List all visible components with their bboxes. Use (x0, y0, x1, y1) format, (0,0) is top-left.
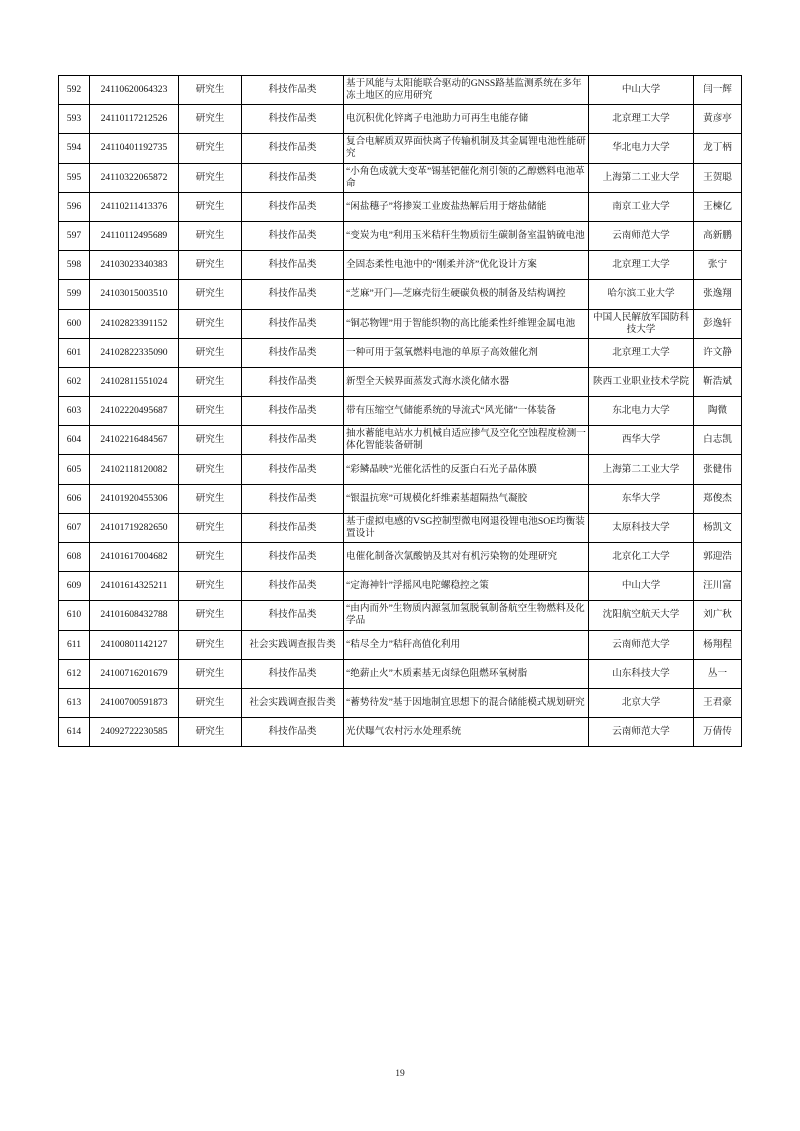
cell-id: 24102220495687 (90, 397, 179, 426)
cell-title: “银温抗寒”可规模化纤维素基超隔热气凝胶 (344, 484, 589, 513)
cell-level: 研究生 (179, 513, 242, 542)
cell-no: 609 (59, 572, 90, 601)
cell-title: 复合电解质双界面快离子传输机制及其金属锂电池性能研究 (344, 134, 589, 163)
cell-name: 王楝亿 (694, 192, 742, 221)
cell-name: 刘广秋 (694, 601, 742, 630)
cell-category: 科技作品类 (242, 659, 344, 688)
cell-title: 基于风能与太阳能联合驱动的GNSS路基监测系统在多年冻土地区的应用研究 (344, 76, 589, 105)
cell-school: 东北电力大学 (589, 397, 694, 426)
cell-category: 科技作品类 (242, 426, 344, 455)
cell-title: “铜芯物锂”用于智能织物的高比能柔性纤维锂金属电池 (344, 309, 589, 338)
cell-school: 北京化工大学 (589, 543, 694, 572)
cell-school: 北京理工大学 (589, 105, 694, 134)
cell-category: 科技作品类 (242, 718, 344, 747)
table-row (59, 484, 742, 513)
table-row (59, 251, 742, 280)
cell-level: 研究生 (179, 221, 242, 250)
cell-category: 科技作品类 (242, 572, 344, 601)
cell-id: 24101719282650 (90, 513, 179, 542)
cell-no: 606 (59, 484, 90, 513)
cell-category: 科技作品类 (242, 338, 344, 367)
table-row (59, 280, 742, 309)
cell-school: 华北电力大学 (589, 134, 694, 163)
cell-no: 605 (59, 455, 90, 484)
cell-name: 杨翔程 (694, 630, 742, 659)
cell-id: 24100700591873 (90, 688, 179, 717)
project-list-table (58, 75, 742, 747)
cell-id: 24100716201679 (90, 659, 179, 688)
cell-name: 张逸翔 (694, 280, 742, 309)
cell-name: 高新鹏 (694, 221, 742, 250)
cell-no: 602 (59, 367, 90, 396)
cell-level: 研究生 (179, 572, 242, 601)
cell-category: 科技作品类 (242, 221, 344, 250)
cell-name: 靳浩斌 (694, 367, 742, 396)
cell-level: 研究生 (179, 688, 242, 717)
cell-title: “绝薪止火”木质素基无卤绿色阻燃环氧树脂 (344, 659, 589, 688)
cell-level: 研究生 (179, 105, 242, 134)
table-row (59, 513, 742, 542)
table-row (59, 543, 742, 572)
cell-id: 24102216484567 (90, 426, 179, 455)
table-row (59, 572, 742, 601)
cell-id: 24103023340383 (90, 251, 179, 280)
cell-school: 云南师范大学 (589, 630, 694, 659)
cell-no: 614 (59, 718, 90, 747)
page-number: 19 (395, 1069, 405, 1079)
cell-title: 新型全天候界面蒸发式海水淡化储水器 (344, 367, 589, 396)
cell-level: 研究生 (179, 192, 242, 221)
cell-title: “变炭为电”利用玉米秸秆生物质衍生碳制备室温钠硫电池 (344, 221, 589, 250)
table-row (59, 718, 742, 747)
cell-level: 研究生 (179, 309, 242, 338)
cell-title: 一种可用于氢氧燃料电池的单原子高效催化剂 (344, 338, 589, 367)
cell-category: 科技作品类 (242, 367, 344, 396)
cell-category: 科技作品类 (242, 192, 344, 221)
cell-level: 研究生 (179, 338, 242, 367)
cell-category: 科技作品类 (242, 543, 344, 572)
cell-level: 研究生 (179, 134, 242, 163)
cell-school: 北京大学 (589, 688, 694, 717)
cell-no: 612 (59, 659, 90, 688)
cell-category: 科技作品类 (242, 76, 344, 105)
table-row (59, 601, 742, 630)
cell-no: 597 (59, 221, 90, 250)
cell-id: 24102118120082 (90, 455, 179, 484)
cell-category: 科技作品类 (242, 601, 344, 630)
cell-title: “蓄势待发”基于因地制宜思想下的混合储能模式规划研究 (344, 688, 589, 717)
cell-school: 陕西工业职业技术学院 (589, 367, 694, 396)
cell-level: 研究生 (179, 543, 242, 572)
cell-level: 研究生 (179, 163, 242, 192)
cell-id: 24102811551024 (90, 367, 179, 396)
cell-level: 研究生 (179, 630, 242, 659)
cell-name: 郑俊杰 (694, 484, 742, 513)
cell-id: 24100801142127 (90, 630, 179, 659)
cell-id: 24110117212526 (90, 105, 179, 134)
cell-id: 24101614325211 (90, 572, 179, 601)
cell-id: 24102822335090 (90, 338, 179, 367)
cell-title: 电沉积优化锌离子电池助力可再生电能存储 (344, 105, 589, 134)
cell-level: 研究生 (179, 367, 242, 396)
cell-category: 科技作品类 (242, 397, 344, 426)
cell-title: 带有压缩空气储能系统的导流式“风光储”一体装备 (344, 397, 589, 426)
cell-no: 611 (59, 630, 90, 659)
cell-school: 北京理工大学 (589, 251, 694, 280)
cell-level: 研究生 (179, 397, 242, 426)
cell-id: 24110620064323 (90, 76, 179, 105)
cell-title: 光伏曝气农村污水处理系统 (344, 718, 589, 747)
cell-title: “定海神针”浮摇风电陀螺稳控之策 (344, 572, 589, 601)
cell-id: 24101617004682 (90, 543, 179, 572)
cell-category: 科技作品类 (242, 309, 344, 338)
cell-no: 607 (59, 513, 90, 542)
cell-no: 594 (59, 134, 90, 163)
cell-no: 598 (59, 251, 90, 280)
cell-school: 沈阳航空航天大学 (589, 601, 694, 630)
cell-school: 中山大学 (589, 76, 694, 105)
cell-level: 研究生 (179, 76, 242, 105)
cell-no: 603 (59, 397, 90, 426)
cell-title: 全固态柔性电池中的“刚柔并济”优化设计方案 (344, 251, 589, 280)
table-row (59, 192, 742, 221)
cell-category: 科技作品类 (242, 280, 344, 309)
table-row (59, 309, 742, 338)
cell-school: 云南师范大学 (589, 718, 694, 747)
cell-school: 云南师范大学 (589, 221, 694, 250)
cell-school: 上海第二工业大学 (589, 163, 694, 192)
cell-no: 600 (59, 309, 90, 338)
table-row (59, 630, 742, 659)
cell-name: 王君豪 (694, 688, 742, 717)
cell-name: 汪川富 (694, 572, 742, 601)
table-row (59, 426, 742, 455)
cell-id: 24102823391152 (90, 309, 179, 338)
cell-no: 599 (59, 280, 90, 309)
cell-name: 彭逸轩 (694, 309, 742, 338)
cell-no: 608 (59, 543, 90, 572)
table-row (59, 76, 742, 105)
cell-category: 科技作品类 (242, 134, 344, 163)
cell-category: 社会实践调查报告类 (242, 630, 344, 659)
cell-name: 白志凯 (694, 426, 742, 455)
cell-level: 研究生 (179, 280, 242, 309)
cell-school: 太原科技大学 (589, 513, 694, 542)
cell-category: 科技作品类 (242, 484, 344, 513)
cell-id: 24092722230585 (90, 718, 179, 747)
cell-id: 24103015003510 (90, 280, 179, 309)
table-body (59, 76, 742, 747)
cell-name: 丛一 (694, 659, 742, 688)
cell-title: “闲盐穗子”将掺炭工业废盐热解后用于熔盐储能 (344, 192, 589, 221)
cell-category: 科技作品类 (242, 105, 344, 134)
cell-name: 杨凯文 (694, 513, 742, 542)
cell-level: 研究生 (179, 659, 242, 688)
cell-no: 601 (59, 338, 90, 367)
cell-level: 研究生 (179, 718, 242, 747)
cell-no: 592 (59, 76, 90, 105)
cell-school: 南京工业大学 (589, 192, 694, 221)
cell-no: 595 (59, 163, 90, 192)
table-row (59, 688, 742, 717)
cell-id: 24101920455306 (90, 484, 179, 513)
cell-no: 604 (59, 426, 90, 455)
cell-school: 北京理工大学 (589, 338, 694, 367)
table-row (59, 163, 742, 192)
cell-id: 24110112495689 (90, 221, 179, 250)
cell-title: 电催化制备次氯酸钠及其对有机污染物的处理研究 (344, 543, 589, 572)
table-row (59, 105, 742, 134)
table-row (59, 397, 742, 426)
cell-level: 研究生 (179, 426, 242, 455)
cell-title: “芝麻”开门—芝麻壳衍生硬碳负极的制备及结构调控 (344, 280, 589, 309)
cell-name: 陶微 (694, 397, 742, 426)
cell-title: “小角色成就大变革”锡基钯催化剂引领的乙醇燃料电池革命 (344, 163, 589, 192)
cell-id: 24101608432788 (90, 601, 179, 630)
cell-title: “彩鳞晶映”光催化活性的反蛋白石光子晶体膜 (344, 455, 589, 484)
cell-id: 24110401192735 (90, 134, 179, 163)
cell-name: 万倩传 (694, 718, 742, 747)
cell-name: 许文静 (694, 338, 742, 367)
cell-no: 593 (59, 105, 90, 134)
cell-no: 610 (59, 601, 90, 630)
cell-title: 基于虚拟电感的VSG控制型微电网退役锂电池SOE均衡装置设计 (344, 513, 589, 542)
cell-name: 闫一辉 (694, 76, 742, 105)
cell-no: 613 (59, 688, 90, 717)
cell-category: 科技作品类 (242, 455, 344, 484)
cell-name: 张宁 (694, 251, 742, 280)
cell-name: 黄彦亭 (694, 105, 742, 134)
cell-no: 596 (59, 192, 90, 221)
cell-school: 上海第二工业大学 (589, 455, 694, 484)
cell-school: 中国人民解放军国防科技大学 (589, 309, 694, 338)
table-row (59, 221, 742, 250)
cell-school: 中山大学 (589, 572, 694, 601)
cell-category: 社会实践调查报告类 (242, 688, 344, 717)
cell-title: “秸尽全力”秸秆高值化利用 (344, 630, 589, 659)
table-row (59, 659, 742, 688)
cell-school: 哈尔滨工业大学 (589, 280, 694, 309)
table-row (59, 455, 742, 484)
cell-id: 24110322065872 (90, 163, 179, 192)
cell-name: 张健伟 (694, 455, 742, 484)
cell-level: 研究生 (179, 601, 242, 630)
cell-title: “由内而外”生物质内源氢加氢脱氧制备航空生物燃料及化学品 (344, 601, 589, 630)
cell-category: 科技作品类 (242, 251, 344, 280)
table-row (59, 338, 742, 367)
table-row (59, 367, 742, 396)
cell-level: 研究生 (179, 484, 242, 513)
cell-name: 龙丁柄 (694, 134, 742, 163)
cell-school: 西华大学 (589, 426, 694, 455)
cell-level: 研究生 (179, 455, 242, 484)
cell-category: 科技作品类 (242, 163, 344, 192)
cell-school: 山东科技大学 (589, 659, 694, 688)
cell-id: 24110211413376 (90, 192, 179, 221)
cell-category: 科技作品类 (242, 513, 344, 542)
cell-name: 郭迎浩 (694, 543, 742, 572)
table-row (59, 134, 742, 163)
cell-school: 东华大学 (589, 484, 694, 513)
cell-title: 抽水蓄能电站水力机械自适应掺气及空化空蚀程度检测一体化智能装备研制 (344, 426, 589, 455)
cell-level: 研究生 (179, 251, 242, 280)
cell-name: 王贺聪 (694, 163, 742, 192)
